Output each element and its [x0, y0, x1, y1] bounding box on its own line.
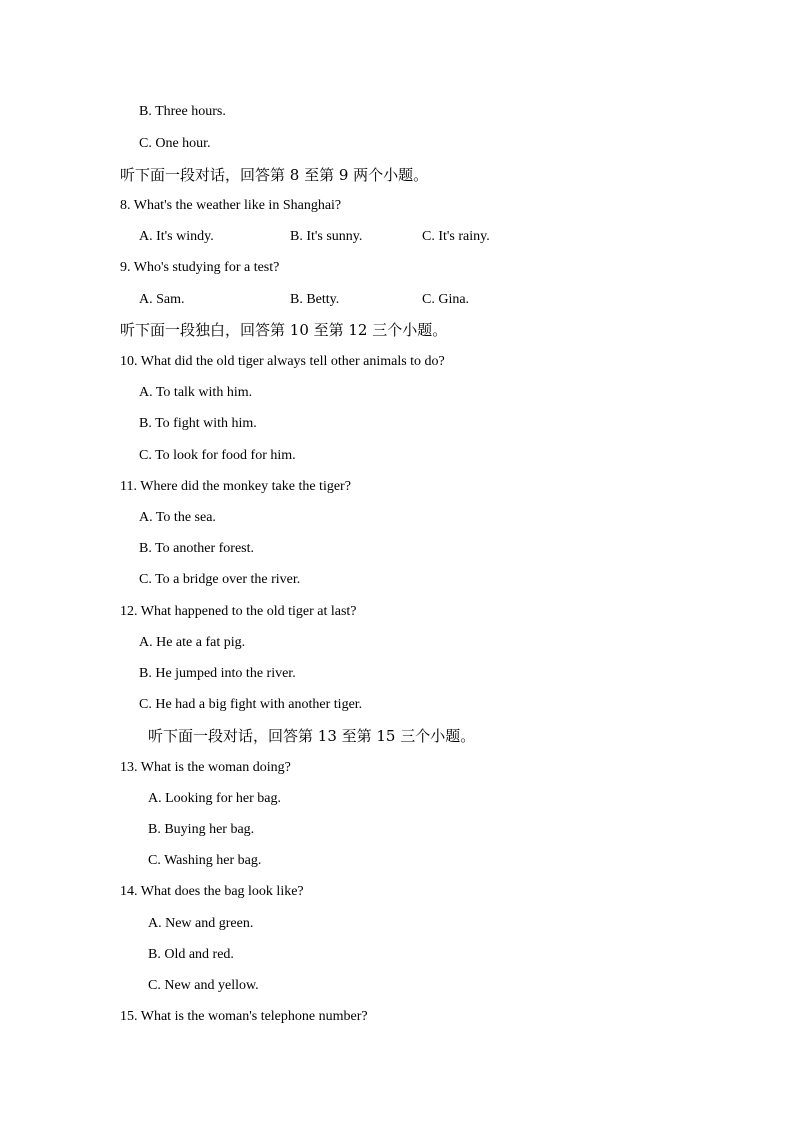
option-13-a: A. Looking for her bag.	[148, 791, 281, 806]
question-10: 10. What did the old tiger always tell other animals to do?	[120, 354, 445, 369]
question-8-options	[139, 228, 490, 246]
option-14-b: B. Old and red.	[148, 947, 234, 962]
question-9: 9. Who's studying for a test?	[120, 260, 280, 275]
option-12-b: B. He jumped into the river.	[139, 666, 296, 681]
option-prev-b: B. Three hours.	[139, 104, 226, 119]
option-9-a: A. Sam.	[139, 292, 185, 307]
question-15: 15. What is the woman's telephone number?	[120, 1009, 368, 1024]
option-13-c: C. Washing her bag.	[148, 853, 262, 868]
question-9-options	[139, 291, 469, 309]
question-12: 12. What happened to the old tiger at last?	[120, 604, 357, 619]
section-heading-1: 听下面一段对话，回答第 8 至第 9 两个小题。	[120, 166, 429, 184]
option-14-c: C. New and yellow.	[148, 978, 259, 993]
option-10-b: B. To fight with him.	[139, 416, 257, 431]
option-12-a: A. He ate a fat pig.	[139, 635, 246, 650]
option-12-c: C. He had a big fight with another tiger.	[139, 697, 363, 712]
option-prev-c: C. One hour.	[139, 136, 211, 151]
option-9-b: B. Betty.	[290, 292, 340, 307]
option-13-b: B. Buying her bag.	[148, 822, 255, 837]
option-10-c: C. To look for food for him.	[139, 448, 296, 463]
option-14-a: A. New and green.	[148, 916, 254, 931]
option-9-c: C. Gina.	[422, 292, 470, 307]
option-11-a: A. To the sea.	[139, 510, 216, 525]
option-11-c: C. To a bridge over the river.	[139, 572, 301, 587]
option-8-b: B. It's sunny.	[290, 229, 363, 244]
question-11: 11. Where did the monkey take the tiger?	[120, 479, 351, 494]
section-heading-2: 听下面一段独白，回答第 10 至第 12 三个小题。	[120, 321, 448, 339]
question-14: 14. What does the bag look like?	[120, 884, 304, 899]
option-8-c: C. It's rainy.	[422, 229, 490, 244]
question-13: 13. What is the woman doing?	[120, 760, 291, 775]
question-8: 8. What's the weather like in Shanghai?	[120, 198, 342, 213]
option-10-a: A. To talk with him.	[139, 385, 253, 400]
option-8-a: A. It's windy.	[139, 229, 214, 244]
section-heading-3: 听下面一段对话，回答第 13 至第 15 三个小题。	[148, 727, 476, 745]
option-11-b: B. To another forest.	[139, 541, 255, 556]
